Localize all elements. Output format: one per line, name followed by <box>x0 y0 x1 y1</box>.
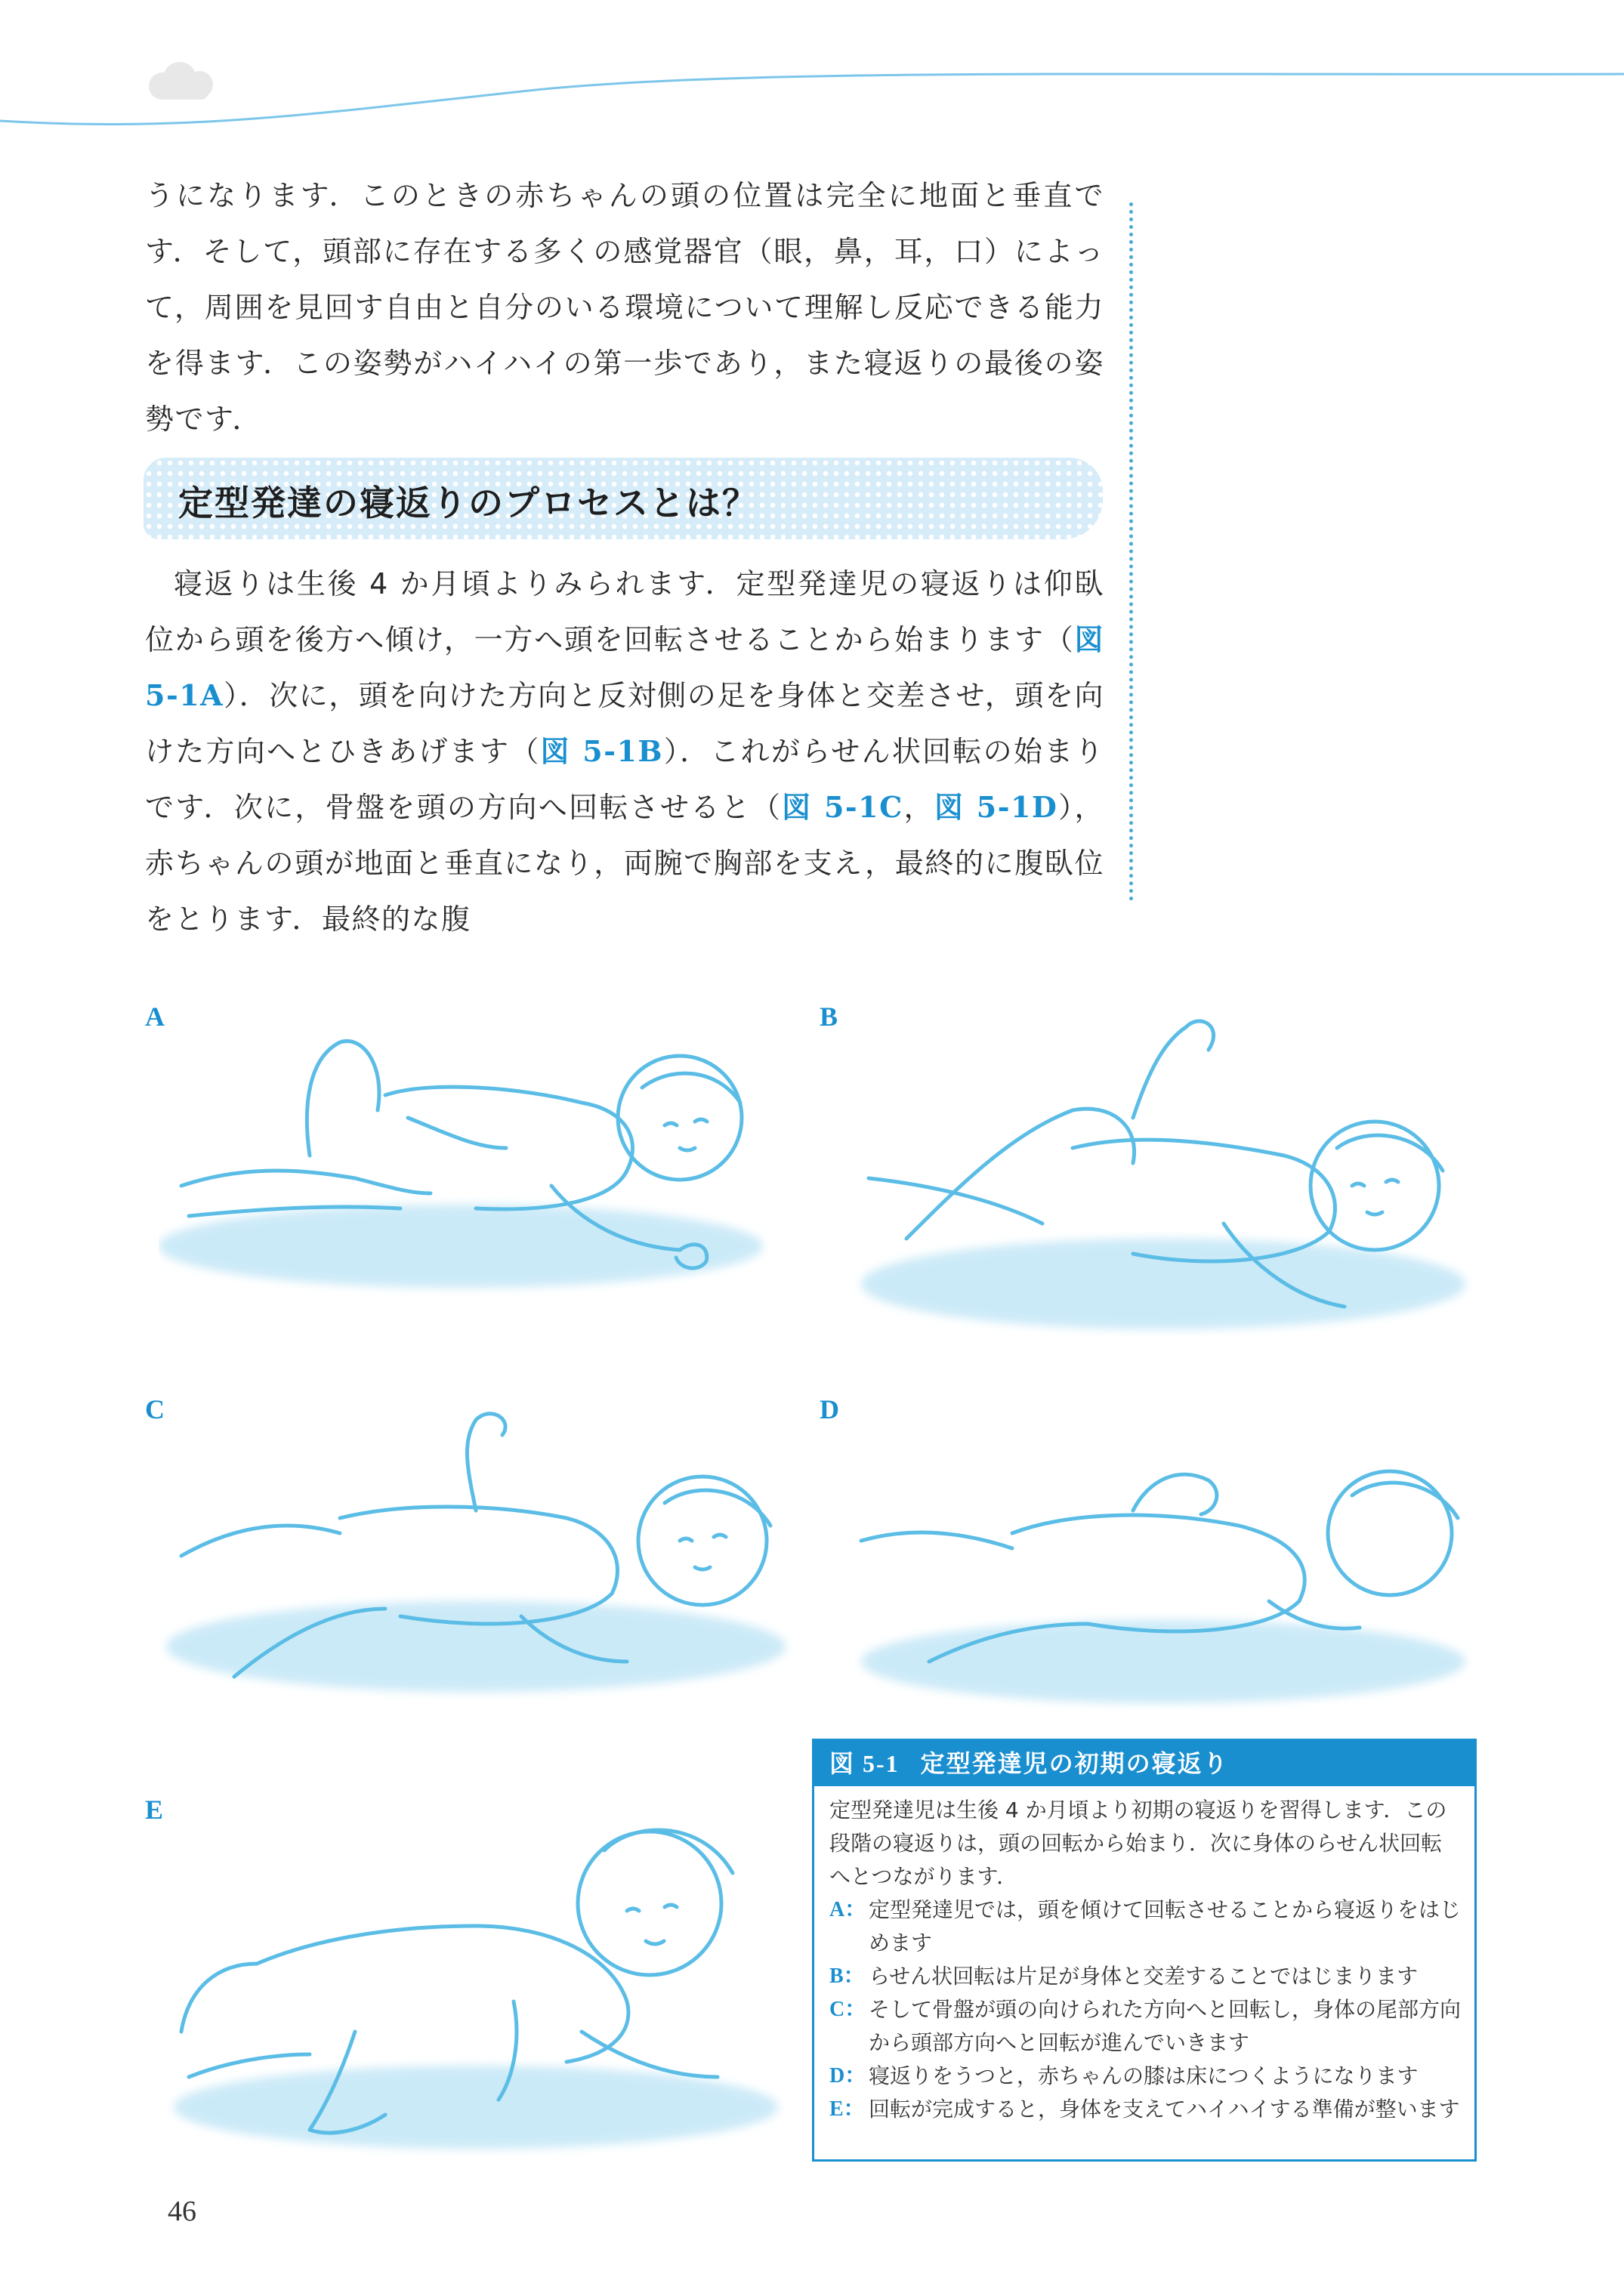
caption-item-d <box>829 2060 1462 2093</box>
figure-caption-body <box>814 1786 1474 2126</box>
intro-paragraph <box>145 168 1104 447</box>
figure-number: 図 5-1 <box>829 1750 900 1777</box>
body-text-5: ），赤ちゃんの頭が地面と垂直になり，両腕で胸部を支え，最終的に腹臥位をとります．最終的な腹 <box>145 791 1104 936</box>
body-text-4: ， <box>903 791 934 824</box>
body-text-3: ）．これがらせん状回転の始まりです．次に，骨盤を頭の方向へ回転させると（ <box>145 735 1104 824</box>
figure-ref-5-1b[interactable]: 図 5-1B <box>540 734 664 768</box>
body-text-2: ）．次に，頭を向けた方向と反対側の足を身体と交差させ，頭を向けた方向へとひきあげます（ <box>145 679 1104 768</box>
baby-illustration-b <box>846 997 1480 1359</box>
panel-label-a: A <box>145 1001 165 1032</box>
panel-label-d: D <box>820 1394 839 1424</box>
body-text-1: 寝返りは生後 4 か月頃よりみられます．定型発達児の寝返りは仰臥位から頭を後方へ傾け，一方へ頭を回転させることから始まります（ <box>145 567 1104 656</box>
section-heading: 定型発達の寝返りのプロセスとは？ <box>178 483 758 523</box>
caption-text-a: 定型発達児では，頭を傾けて回転させることから寝返りをはじめます <box>869 1897 1462 1955</box>
caption-item-a <box>829 1893 1462 1960</box>
baby-illustration-d <box>846 1420 1480 1722</box>
caption-key-a: A： <box>829 1898 866 1921</box>
cloud-icon <box>144 59 219 104</box>
caption-text-b: らせん状回転は片足が身体と交差することではじまります <box>869 1964 1419 1989</box>
caption-item-c <box>829 1993 1462 2060</box>
caption-key-d: D： <box>829 2064 866 2088</box>
figure-ref-5-1d[interactable]: 図 5-1D <box>934 790 1058 824</box>
panel-label-e: E <box>145 1795 164 1825</box>
caption-item-e <box>829 2093 1462 2126</box>
caption-text-e: 回転が完成すると，身体を支えてハイハイする準備が整います <box>869 2097 1460 2122</box>
header-wave-line <box>0 0 1624 151</box>
caption-intro: 定型発達児は生後 4 か月頃より初期の寝返りを習得します．この段階の寝返りは，頭の回転から始まり．次に身体のらせん状回転へとつながります． <box>829 1798 1447 1889</box>
figure-title: 定型発達児の初期の寝返り <box>920 1749 1229 1778</box>
figure-ref-5-1c[interactable]: 図 5-1C <box>782 790 903 824</box>
body-paragraph <box>145 556 1104 947</box>
panel-label-c: C <box>145 1394 165 1424</box>
caption-key-c: C： <box>829 1998 866 2021</box>
caption-text-d: 寝返りをうつと，赤ちゃんの膝は床につくようになります <box>869 2063 1419 2088</box>
caption-key-e: E： <box>829 2097 865 2121</box>
figure-caption-box <box>812 1739 1477 2162</box>
caption-text-c: そして骨盤が頭の向けられた方向へと回転し，身体の尾部方向から頭部方向へと回転が進んでいきます <box>869 1997 1462 2055</box>
page-number: 46 <box>168 2196 196 2227</box>
margin-dotted-rule <box>1129 202 1133 901</box>
baby-illustration-a <box>159 997 808 1314</box>
body-paragraph-text <box>145 556 1104 947</box>
intro-paragraph-text: うになります．このときの赤ちゃんの頭の位置は完全に地面と垂直です．そして，頭部に存在する多くの感覚器官（眼，鼻，耳，口）によって，周囲を見回す自由と自分のいる環境について理解し反応できる能力を得ます．この姿勢がハイハイの第一歩であり，また寝返りの最後の姿勢です． <box>145 179 1104 436</box>
panel-label-b: B <box>820 1001 838 1032</box>
baby-illustration-c <box>159 1390 808 1722</box>
figure-ref-5-1a[interactable]: 図 5-1A <box>145 622 1104 712</box>
caption-item-b <box>829 1960 1462 1993</box>
caption-key-b: B： <box>829 1964 865 1988</box>
figure-caption-title <box>814 1741 1474 1786</box>
baby-illustration-e <box>159 1790 801 2168</box>
